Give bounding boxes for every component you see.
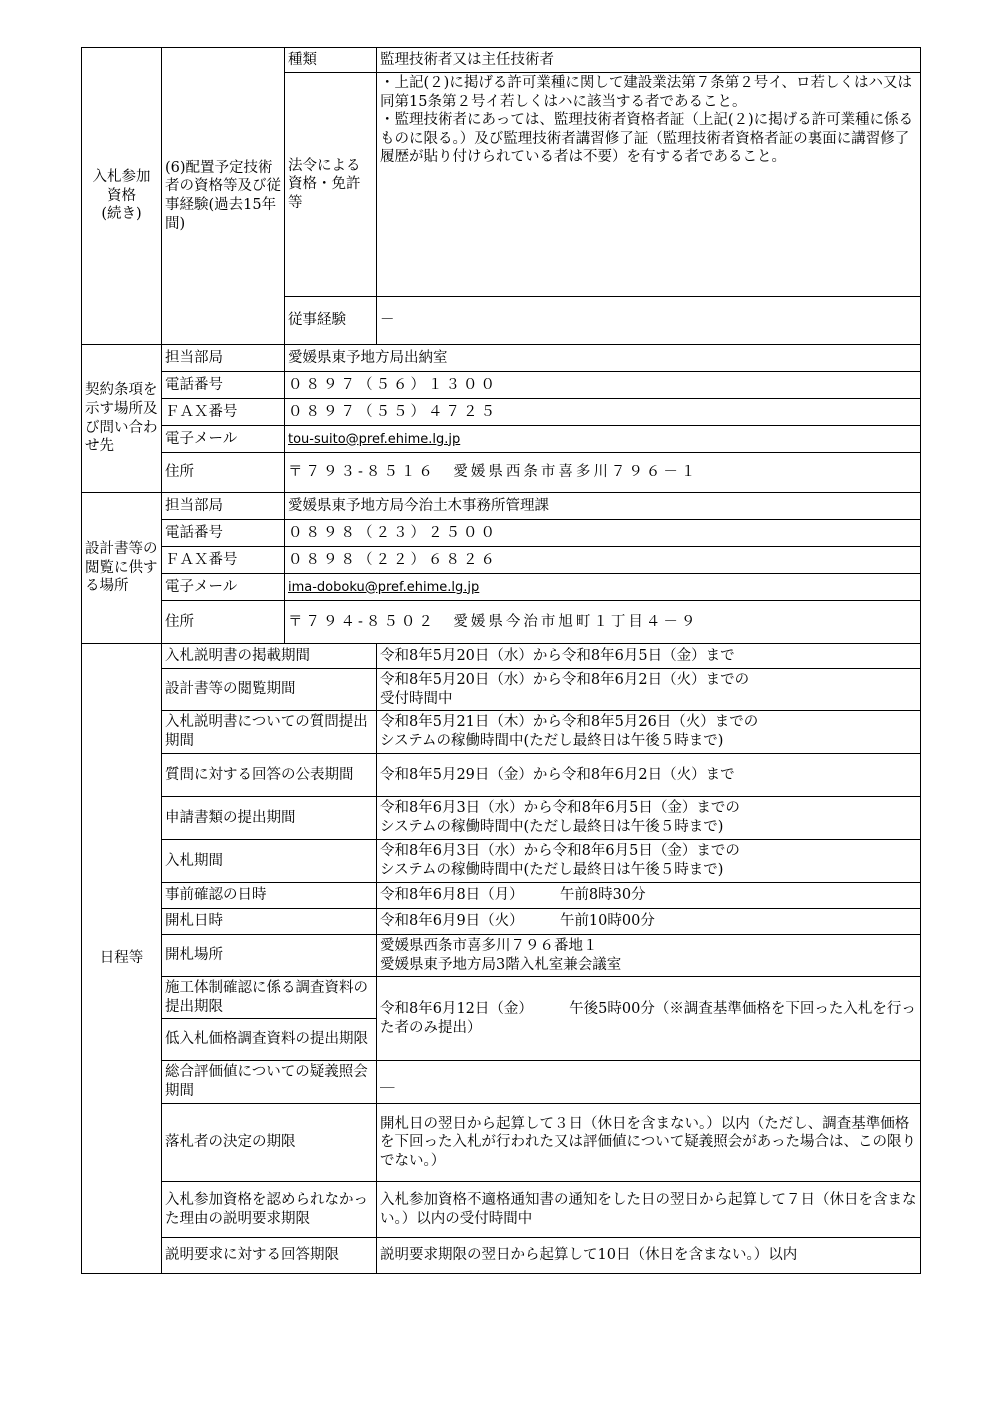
row-value: 監理技術者又は主任技術者 [377, 48, 921, 73]
row-label: 法令による資格・免許等 [285, 73, 377, 297]
row-label: 住所 [162, 601, 285, 644]
row-value: 令和8年6月3日（水）から令和8年6月5日（金）までの システムの稼働時間中(ただし最終日は午後５時まで) [377, 797, 921, 840]
row-label: 入札説明書についての質問提出期間 [162, 711, 377, 754]
row-label: ＦＡＸ番号 [162, 547, 285, 574]
row-value: 令和8年5月21日（木）から令和8年5月26日（火）までの システムの稼働時間中(ただし最終日は午後５時まで) [377, 711, 921, 754]
row-label: 電子メール [162, 426, 285, 453]
row-value: 令和8年6月12日（金） 午後5時00分（※調査基準価格を下回った入札を行った者のみ提出） [377, 977, 921, 1061]
row-value: 〒７９４-８５０２ 愛媛県今治市旭町１丁目４－９ [285, 601, 921, 644]
row-value: 令和8年6月9日（火） 午前10時00分 [377, 909, 921, 935]
email-value[interactable] [285, 574, 921, 601]
row-label: 電話番号 [162, 520, 285, 547]
row-value: 入札参加資格不適格通知書の通知をした日の翌日から起算して７日（休日を含まない。）以内の受付時間中 [377, 1182, 921, 1238]
row-value: ０８９８（２２）６８２６ [285, 547, 921, 574]
row-value: ＿ [377, 1061, 921, 1104]
row-label: 入札期間 [162, 840, 377, 883]
row-value: ・上記(２)に掲げる許可業種に関して建設業法第７条第２号イ、ロ若しくはハ又は同第15条第２号イ若しくはハに該当する者であること。 ・監理技術者にあっては、監理技術者資格者証（上記(２)に掲げる許可業種に係るものに限る。）及び監理技術者講習修了証（監理技術者資格者証の裏面に講習修了履歴が貼り付けられている者は不要）を有する者であること。 [377, 73, 921, 297]
email-link[interactable]: tou-suito@pref.ehime.lg.jp [288, 431, 461, 447]
row-value: 〒７９３-８５１６ 愛媛県西条市喜多川７９６－１ [285, 453, 921, 493]
row-label: 申請書類の提出期間 [162, 797, 377, 840]
row-label: 入札参加資格を認められなかった理由の説明要求期限 [162, 1182, 377, 1238]
email-value[interactable] [285, 426, 921, 453]
row-value: 愛媛県東予地方局今治土木事務所管理課 [285, 493, 921, 520]
row-label: 住所 [162, 453, 285, 493]
row-label: 総合評価値についての疑義照会期間 [162, 1061, 377, 1104]
row-value: ０８９８（２３）２５００ [285, 520, 921, 547]
row-value: 令和8年6月3日（水）から令和8年6月5日（金）までの システムの稼働時間中(ただし最終日は午後５時まで) [377, 840, 921, 883]
schedule-section-label: 日程等 [82, 644, 162, 1274]
row-label: 落札者の決定の期限 [162, 1104, 377, 1182]
row-value: 愛媛県西条市喜多川７９６番地１ 愛媛県東予地方局3階入札室兼会議室 [377, 935, 921, 977]
row-value: ０８９７（５５）４７２５ [285, 399, 921, 426]
row-label: ＦＡＸ番号 [162, 399, 285, 426]
row-value: 令和8年5月20日（水）から令和8年6月5日（金）まで [377, 644, 921, 669]
row-label: 電話番号 [162, 372, 285, 399]
row-value: 令和8年6月8日（月） 午前8時30分 [377, 883, 921, 909]
row-value: 説明要求期限の翌日から起算して10日（休日を含まない。）以内 [377, 1238, 921, 1274]
row-label: 入札説明書の掲載期間 [162, 644, 377, 669]
row-label: 低入札価格調査資料の提出期限 [162, 1019, 377, 1061]
row-label: 事前確認の日時 [162, 883, 377, 909]
bid-info-table [81, 47, 921, 1274]
row-label: 開札場所 [162, 935, 377, 977]
row-value: 愛媛県東予地方局出納室 [285, 345, 921, 372]
row-label: 施工体制確認に係る調査資料の提出期限 [162, 977, 377, 1019]
row-label: 電子メール [162, 574, 285, 601]
row-label: 説明要求に対する回答期限 [162, 1238, 377, 1274]
row-value: ０８９７（５６）１３００ [285, 372, 921, 399]
qualification-section-label: 入札参加 資格 (続き) [82, 48, 162, 345]
row-value: 令和8年5月20日（水）から令和8年6月2日（火）までの 受付時間中 [377, 669, 921, 711]
contract-section-label: 契約条項を示す場所及び問い合わせ先 [82, 345, 162, 493]
row-value: － [377, 297, 921, 345]
row-label: 担当部局 [162, 493, 285, 520]
row-value: 令和8年5月29日（金）から令和8年6月2日（火）まで [377, 754, 921, 797]
row-label: 開札日時 [162, 909, 377, 935]
engineer-qualification-label: (6)配置予定技術者の資格等及び従事経験(過去15年間) [162, 48, 285, 345]
row-label: 質問に対する回答の公表期間 [162, 754, 377, 797]
row-value: 開札日の翌日から起算して３日（休日を含まない。）以内（ただし、調査基準価格を下回った入札が行われた又は評価値について疑義照会があった場合は、この限りでない。） [377, 1104, 921, 1182]
row-label: 担当部局 [162, 345, 285, 372]
row-label: 設計書等の閲覧期間 [162, 669, 377, 711]
email-link[interactable]: ima-doboku@pref.ehime.lg.jp [288, 579, 480, 595]
row-label: 従事経験 [285, 297, 377, 345]
design-section-label: 設計書等の閲覧に供する場所 [82, 493, 162, 644]
row-label: 種類 [285, 48, 377, 73]
